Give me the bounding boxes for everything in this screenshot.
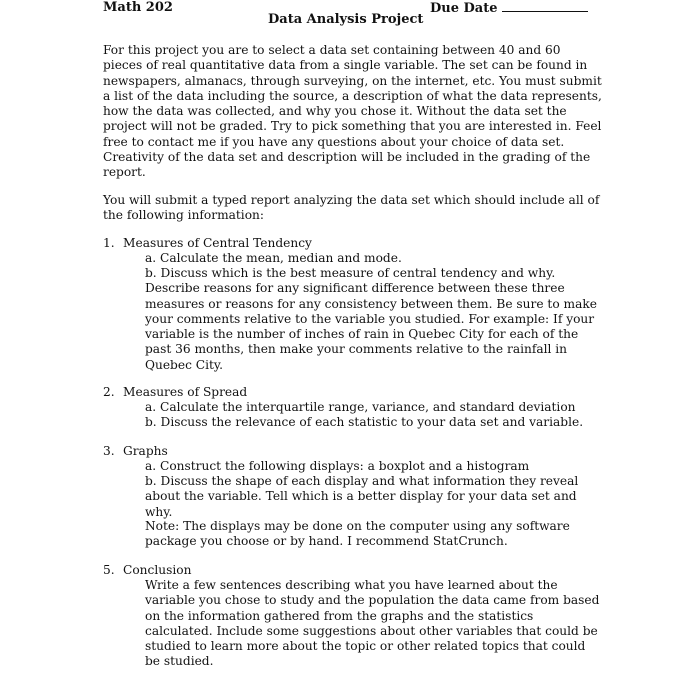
report-intro-paragraph: You will submit a typed report analyzing the data set which should include all of the following information: <box>103 193 600 223</box>
list-item-number: 5. <box>103 563 115 577</box>
due-date-label: Due Date <box>430 1 498 16</box>
list-subitem-note: Note: The displays may be done on the computer using any software package you choose or by hand. I recommend StatCrunch. <box>145 519 570 549</box>
due-date-blank <box>502 0 588 12</box>
list-item-central-tendency <box>103 236 312 251</box>
list-item-title: Measures of Central Tendency <box>123 236 312 250</box>
list-item-title: Graphs <box>123 444 168 458</box>
list-subitem-b: b. Discuss the relevance of each statistic to your data set and variable. <box>145 415 584 429</box>
list-item-spread <box>103 385 247 400</box>
list-item-title: Conclusion <box>123 563 192 577</box>
list-item-number: 3. <box>103 444 115 458</box>
list-subitem-a: a. Calculate the interquartile range, variance, and standard deviation <box>145 400 576 414</box>
list-item-title: Measures of Spread <box>123 385 248 399</box>
course-label: Math 202 <box>103 0 173 15</box>
list-subitem-b: b. Discuss which is the best measure of central tendency and why. Describe reasons for any significant difference between these three measures or reasons for any consistency between them. Be sure to make your comments relative to the variable you studied. For example: If your variable is the number of inches of rain in Quebec City for each of the past 36 months, then make your comments relative to the rainfall in Quebec City. <box>145 266 597 372</box>
list-subitem-a: a. Construct the following displays: a boxplot and a histogram <box>145 459 530 473</box>
intro-paragraph: For this project you are to select a data set containing between 40 and 60 pieces of real quantitative data from a single variable. The set can be found in newspapers, almanacs, through surveying, on the internet, etc. You must submit a list of the data including the source, a description of what the data represents, how the data was collected, and why you chose it. Without the data set the project will not be graded. Try to pick something that you are interested in. Feel free to contact me if you have any questions about your choice of data set. Creativity of the data set and description will be included in the grading of the report. <box>103 43 602 180</box>
list-subitem-body: Write a few sentences describing what you have learned about the variable you chose to study and the population the data came from based on the information gathered from the graphs and the statistics calculated. Include some suggestions about other variables that could be studied to learn more about the topic or other related topics that could be studied. <box>145 578 600 669</box>
list-item-number: 1. <box>103 236 115 250</box>
list-item-graphs <box>103 444 168 459</box>
list-item-conclusion <box>103 563 191 578</box>
list-subitem-b: b. Discuss the shape of each display and what information they reveal about the variable. Tell which is a better display for your data set and why. <box>145 474 579 519</box>
due-date-field <box>430 0 588 17</box>
page-title: Data Analysis Project <box>268 12 424 27</box>
list-item-number: 2. <box>103 385 115 399</box>
list-subitem-a: a. Calculate the mean, median and mode. <box>145 251 402 265</box>
